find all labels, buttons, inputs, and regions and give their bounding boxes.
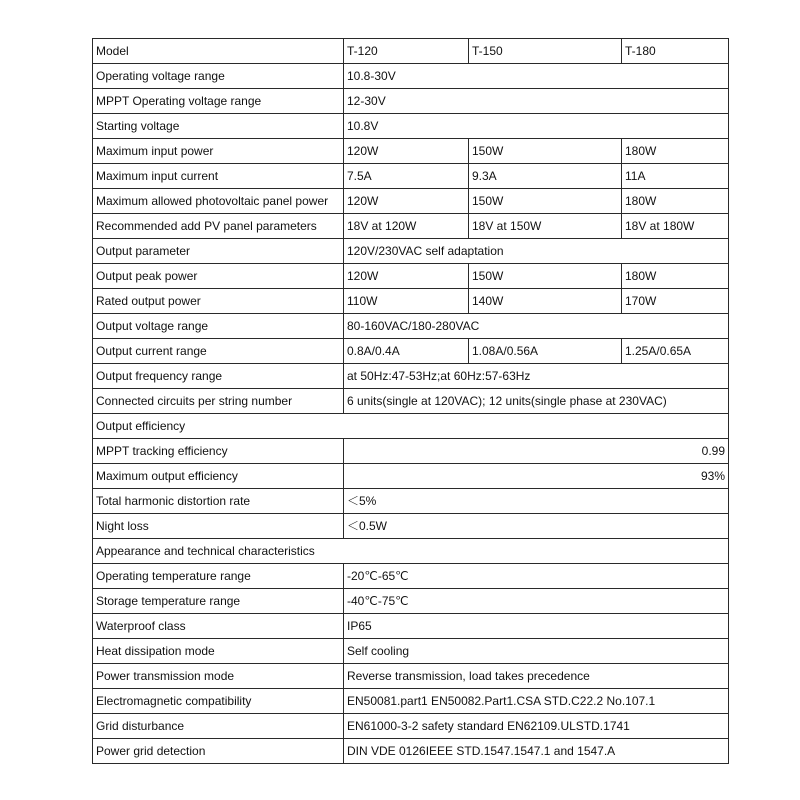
- cell-value: -40℃-75℃: [344, 589, 729, 614]
- table-row: [93, 564, 729, 589]
- cell-value: T-150: [469, 39, 622, 64]
- row-label: MPPT tracking efficiency: [93, 439, 344, 464]
- row-label: Connected circuits per string number: [93, 389, 344, 414]
- cell-value: EN50081.part1 EN50082.Part1.CSA STD.C22.2 No.107.1: [344, 689, 729, 714]
- cell-value: 18V at 120W: [344, 214, 469, 239]
- table-row: [93, 639, 729, 664]
- table-row: [93, 214, 729, 239]
- row-label: Output current range: [93, 339, 344, 364]
- table-row: [93, 689, 729, 714]
- row-label: Waterproof class: [93, 614, 344, 639]
- cell-value: DIN VDE 0126IEEE STD.1547.1547.1 and 1547.A: [344, 739, 729, 764]
- table-row: [93, 139, 729, 164]
- cell-value: 180W: [622, 264, 729, 289]
- cell-value: 10.8V: [344, 114, 729, 139]
- section-header: Appearance and technical characteristics: [93, 539, 729, 564]
- table-row: [93, 364, 729, 389]
- cell-value: IP65: [344, 614, 729, 639]
- table-row: [93, 339, 729, 364]
- table-row: [93, 439, 729, 464]
- cell-value: 150W: [469, 264, 622, 289]
- table-row: [93, 389, 729, 414]
- row-label: Night loss: [93, 514, 344, 539]
- cell-value: -20℃-65℃: [344, 564, 729, 589]
- row-label: Output parameter: [93, 239, 344, 264]
- table-row: [93, 664, 729, 689]
- row-label: Power transmission mode: [93, 664, 344, 689]
- row-label: MPPT Operating voltage range: [93, 89, 344, 114]
- cell-value: 1.25A/0.65A: [622, 339, 729, 364]
- row-label: Power grid detection: [93, 739, 344, 764]
- cell-value: 120W: [344, 264, 469, 289]
- cell-value: 170W: [622, 289, 729, 314]
- cell-value: 80-160VAC/180-280VAC: [344, 314, 729, 339]
- table-row: [93, 89, 729, 114]
- row-label: Storage temperature range: [93, 589, 344, 614]
- row-label: Maximum input current: [93, 164, 344, 189]
- row-label: Heat dissipation mode: [93, 639, 344, 664]
- row-label: Recommended add PV panel parameters: [93, 214, 344, 239]
- table-row: [93, 464, 729, 489]
- cell-value: T-180: [622, 39, 729, 64]
- row-label: Model: [93, 39, 344, 64]
- cell-value: 180W: [622, 139, 729, 164]
- section-header: Output efficiency: [93, 414, 729, 439]
- cell-value: 12-30V: [344, 89, 729, 114]
- cell-value: 150W: [469, 189, 622, 214]
- table-row: [93, 514, 729, 539]
- cell-value: Self cooling: [344, 639, 729, 664]
- cell-value: 18V at 150W: [469, 214, 622, 239]
- cell-value: EN61000-3-2 safety standard EN62109.ULSTD.1741: [344, 714, 729, 739]
- row-label: Total harmonic distortion rate: [93, 489, 344, 514]
- table-row: [93, 714, 729, 739]
- row-label: Output peak power: [93, 264, 344, 289]
- table-row: [93, 264, 729, 289]
- cell-value: 0.99: [344, 439, 729, 464]
- cell-value: 1.08A/0.56A: [469, 339, 622, 364]
- cell-value: 10.8-30V: [344, 64, 729, 89]
- cell-value: 7.5A: [344, 164, 469, 189]
- table-row: [93, 489, 729, 514]
- cell-value: 9.3A: [469, 164, 622, 189]
- table-row: [93, 614, 729, 639]
- row-label: Electromagnetic compatibility: [93, 689, 344, 714]
- table-row: [93, 314, 729, 339]
- cell-value: 6 units(single at 120VAC); 12 units(single phase at 230VAC): [344, 389, 729, 414]
- cell-value: 11A: [622, 164, 729, 189]
- table-row: [93, 289, 729, 314]
- table-row: [93, 164, 729, 189]
- cell-value: 180W: [622, 189, 729, 214]
- row-label: Maximum input power: [93, 139, 344, 164]
- cell-value: ＜0.5W: [344, 514, 729, 539]
- cell-value: ＜5%: [344, 489, 729, 514]
- cell-value: 18V at 180W: [622, 214, 729, 239]
- row-label: Output voltage range: [93, 314, 344, 339]
- table-row: [93, 239, 729, 264]
- cell-value: 93%: [344, 464, 729, 489]
- cell-value: 110W: [344, 289, 469, 314]
- cell-value: 120V/230VAC self adaptation: [344, 239, 729, 264]
- spec-table: [92, 38, 729, 764]
- table-row: [93, 539, 729, 564]
- cell-value: 120W: [344, 139, 469, 164]
- row-label: Grid disturbance: [93, 714, 344, 739]
- table-row: [93, 114, 729, 139]
- cell-value: 140W: [469, 289, 622, 314]
- table-row: [93, 189, 729, 214]
- row-label: Starting voltage: [93, 114, 344, 139]
- cell-value: Reverse transmission, load takes precedence: [344, 664, 729, 689]
- table-row: [93, 64, 729, 89]
- row-label: Operating voltage range: [93, 64, 344, 89]
- table-row: [93, 414, 729, 439]
- table-row: [93, 739, 729, 764]
- cell-value: T-120: [344, 39, 469, 64]
- row-label: Maximum output efficiency: [93, 464, 344, 489]
- table-row: [93, 589, 729, 614]
- row-label: Output frequency range: [93, 364, 344, 389]
- row-label: Operating temperature range: [93, 564, 344, 589]
- row-label: Maximum allowed photovoltaic panel power: [93, 189, 344, 214]
- cell-value: 120W: [344, 189, 469, 214]
- cell-value: at 50Hz:47-53Hz;at 60Hz:57-63Hz: [344, 364, 729, 389]
- spec-sheet: [92, 38, 728, 764]
- row-label: Rated output power: [93, 289, 344, 314]
- cell-value: 150W: [469, 139, 622, 164]
- table-row: [93, 39, 729, 64]
- cell-value: 0.8A/0.4A: [344, 339, 469, 364]
